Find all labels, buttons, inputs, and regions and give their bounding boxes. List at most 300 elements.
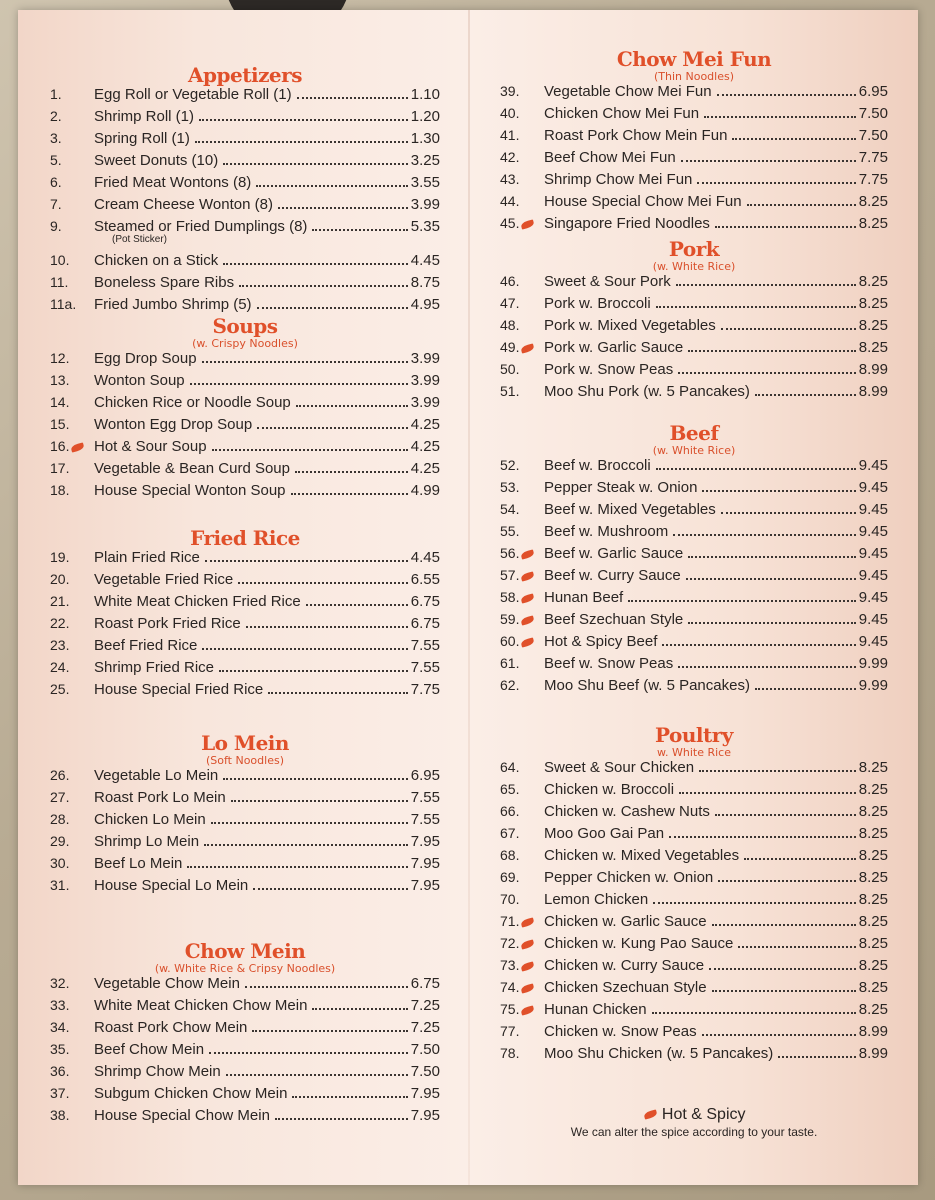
menu-item <box>500 317 888 339</box>
dot-leader <box>291 493 408 495</box>
item-number: 23. <box>50 637 70 653</box>
item-name: Beef Chow Mei Fun <box>544 149 676 166</box>
item-price: 6.75 <box>410 593 440 610</box>
spicy-legend-label: Hot & Spicy <box>661 1106 746 1123</box>
menu-item <box>500 273 888 295</box>
item-name: Fried Jumbo Shrimp (5) <box>94 296 252 313</box>
item-name: Chicken Chow Mei Fun <box>544 105 700 122</box>
item-number-wrap <box>50 350 94 366</box>
chili-pepper-icon <box>521 939 535 949</box>
section-title: Lo Mein <box>201 731 289 755</box>
item-number: 52. <box>500 457 520 473</box>
item-price: 8.25 <box>858 891 888 908</box>
menu-item <box>50 975 440 997</box>
item-number: 31. <box>50 877 70 893</box>
item-number-wrap <box>50 789 94 805</box>
item-name: White Meat Chicken Chow Mein <box>94 997 308 1014</box>
item-number: 30. <box>50 855 70 871</box>
dot-leader <box>656 468 856 470</box>
dot-leader <box>778 1056 856 1058</box>
dot-leader <box>204 844 408 846</box>
item-price: 7.50 <box>410 1063 440 1080</box>
dot-leader <box>755 688 856 690</box>
item-number: 9. <box>50 218 62 234</box>
dot-leader <box>295 471 408 473</box>
item-number: 59. <box>500 611 520 627</box>
item-number-wrap <box>500 869 544 885</box>
section-title: Pork <box>668 237 720 261</box>
item-price: 9.45 <box>858 545 888 562</box>
section-title: Appetizers <box>188 63 302 87</box>
item-number: 16. <box>50 438 70 454</box>
menu-item <box>500 567 888 589</box>
menu-item <box>50 1019 440 1041</box>
item-name: Vegetable Chow Mei Fun <box>544 83 712 100</box>
item-number: 13. <box>50 372 70 388</box>
item-name: Hot & Sour Soup <box>94 438 207 455</box>
item-number: 56. <box>500 545 520 561</box>
menu-item <box>500 825 888 847</box>
item-name: Pepper Steak w. Onion <box>544 479 698 496</box>
item-name: Shrimp Chow Mein <box>94 1063 221 1080</box>
item-price: 4.25 <box>410 438 440 455</box>
menu-item <box>500 105 888 127</box>
item-number-wrap <box>500 339 544 355</box>
dot-leader <box>747 204 856 206</box>
item-price: 8.25 <box>858 979 888 996</box>
item-number-wrap <box>500 825 544 841</box>
section-subtitle: w. White Rice <box>657 746 731 759</box>
item-number: 34. <box>50 1019 70 1035</box>
menu-item <box>50 659 440 681</box>
menu-item <box>50 593 440 615</box>
menu-item <box>500 935 888 957</box>
item-number: 29. <box>50 833 70 849</box>
dot-leader <box>678 666 856 668</box>
chili-pepper-icon <box>521 343 535 353</box>
item-number: 21. <box>50 593 70 609</box>
menu-item <box>500 501 888 523</box>
dot-leader <box>755 394 856 396</box>
menu-item <box>500 339 888 361</box>
item-number-wrap <box>500 105 544 121</box>
menu-item <box>500 149 888 171</box>
menu-item <box>50 350 440 372</box>
item-price: 9.99 <box>858 677 888 694</box>
item-number-wrap <box>50 416 94 432</box>
dot-leader <box>312 229 407 231</box>
item-name: Chicken w. Snow Peas <box>544 1023 697 1040</box>
chili-pepper-icon <box>521 961 535 971</box>
item-number: 66. <box>500 803 520 819</box>
item-name: Egg Roll or Vegetable Roll (1) <box>94 86 292 103</box>
item-number: 15. <box>50 416 70 432</box>
item-number-wrap <box>500 171 544 187</box>
menu-item <box>50 571 440 593</box>
dot-leader <box>256 185 408 187</box>
item-price: 8.99 <box>858 1023 888 1040</box>
item-price: 4.45 <box>410 549 440 566</box>
item-price: 8.25 <box>858 273 888 290</box>
dot-leader <box>715 814 856 816</box>
item-name: Chicken w. Cashew Nuts <box>544 803 710 820</box>
dot-leader <box>292 1096 407 1098</box>
section-title: Soups <box>212 314 278 338</box>
item-name: Egg Drop Soup <box>94 350 197 367</box>
dot-leader <box>656 306 856 308</box>
item-number-wrap <box>50 659 94 675</box>
menu-item <box>500 83 888 105</box>
section-subtitle: (w. Crispy Noodles) <box>192 337 298 350</box>
item-number-wrap <box>50 571 94 587</box>
section-fried-rice <box>18 527 468 703</box>
item-number-wrap <box>50 86 94 102</box>
chili-pepper-icon <box>521 1005 535 1015</box>
menu-item <box>500 361 888 383</box>
item-number: 38. <box>50 1107 70 1123</box>
dot-leader <box>257 427 408 429</box>
item-number-wrap <box>500 677 544 693</box>
menu-item <box>500 655 888 677</box>
item-number: 5. <box>50 152 62 168</box>
dot-leader <box>231 800 408 802</box>
item-number: 44. <box>500 193 520 209</box>
section-subtitle: (Thin Noodles) <box>653 70 735 83</box>
item-number-wrap <box>50 811 94 827</box>
item-number-wrap <box>500 193 544 209</box>
item-name: Pork w. Garlic Sauce <box>544 339 684 356</box>
spicy-legend-row <box>470 1106 918 1124</box>
item-name: Roast Pork Fried Rice <box>94 615 241 632</box>
chili-pepper-icon <box>644 1110 658 1120</box>
item-name: Boneless Spare Ribs <box>94 274 235 291</box>
item-name: Roast Pork Lo Mein <box>94 789 226 806</box>
item-price: 7.25 <box>410 997 440 1014</box>
item-name: Beef w. Broccoli <box>544 457 651 474</box>
chili-pepper-icon <box>71 442 85 452</box>
item-number: 74. <box>500 979 520 995</box>
item-price: 7.50 <box>858 127 888 144</box>
item-name: House Special Wonton Soup <box>94 482 286 499</box>
item-number-wrap <box>500 149 544 165</box>
item-name: Chicken w. Broccoli <box>544 781 675 798</box>
dot-leader <box>223 163 408 165</box>
item-number-wrap <box>500 215 544 231</box>
item-price: 5.35 <box>410 218 440 235</box>
item-price: 8.25 <box>858 215 888 232</box>
menu-item <box>50 86 440 108</box>
item-name: Moo Shu Pork (w. 5 Pancakes) <box>544 383 750 400</box>
item-number-wrap <box>50 252 94 268</box>
item-price: 7.75 <box>410 681 440 698</box>
item-name: Beef Szechuan Style <box>544 611 684 628</box>
item-price: 7.95 <box>410 877 440 894</box>
item-number-wrap <box>50 460 94 476</box>
item-name: Pork w. Snow Peas <box>544 361 674 378</box>
item-number: 28. <box>50 811 70 827</box>
dot-leader <box>190 383 408 385</box>
section-poultry <box>470 724 918 1067</box>
menu-item <box>50 416 440 438</box>
item-name: Roast Pork Chow Mein Fun <box>544 127 728 144</box>
item-price: 3.55 <box>410 174 440 191</box>
menu-item <box>500 1001 888 1023</box>
spice-note: We can alter the spice according to your taste. <box>570 1125 818 1139</box>
item-number-wrap <box>50 767 94 783</box>
item-number-wrap <box>50 152 94 168</box>
item-price: 8.25 <box>858 869 888 886</box>
item-number-wrap <box>50 438 94 454</box>
item-name: Singapore Fried Noodles <box>544 215 710 232</box>
item-name: Vegetable Chow Mein <box>94 975 240 992</box>
item-name: Beef Lo Mein <box>94 855 183 872</box>
item-price: 4.95 <box>410 296 440 313</box>
menu-item <box>50 877 440 899</box>
item-number: 49. <box>500 339 520 355</box>
menu-item <box>500 545 888 567</box>
item-number-wrap <box>50 1063 94 1079</box>
item-number: 37. <box>50 1085 70 1101</box>
item-price: 3.99 <box>410 394 440 411</box>
item-number: 11. <box>50 274 69 290</box>
item-price: 6.75 <box>410 975 440 992</box>
item-price: 9.45 <box>858 567 888 584</box>
item-price: 9.45 <box>858 457 888 474</box>
item-number-wrap <box>50 855 94 871</box>
section-subtitle: (w. White Rice) <box>652 260 736 273</box>
menu-item <box>500 1045 888 1067</box>
item-name: Plain Fried Rice <box>94 549 200 566</box>
menu-left-column <box>18 10 468 1185</box>
menu-item <box>50 196 440 218</box>
menu-item <box>50 1041 440 1063</box>
item-number: 12. <box>50 350 70 366</box>
section-subtitle: (w. White Rice & Cripsy Noodles) <box>154 962 336 975</box>
menu-item <box>500 803 888 825</box>
item-note: (Pot Sticker) <box>112 234 168 245</box>
dot-leader <box>681 160 856 162</box>
dot-leader <box>257 307 408 309</box>
item-number-wrap <box>50 218 94 234</box>
item-price: 9.45 <box>858 589 888 606</box>
dot-leader <box>688 556 856 558</box>
item-number: 19. <box>50 549 70 565</box>
dot-leader <box>704 116 856 118</box>
section-subtitle: (w. White Rice) <box>652 444 736 457</box>
item-price: 7.95 <box>410 1085 440 1102</box>
item-price: 3.99 <box>410 372 440 389</box>
item-number: 24. <box>50 659 70 675</box>
menu-item <box>500 193 888 215</box>
item-number-wrap <box>50 394 94 410</box>
item-name: Fried Meat Wontons (8) <box>94 174 252 191</box>
item-name: Vegetable Fried Rice <box>94 571 234 588</box>
item-number-wrap <box>500 1001 544 1017</box>
menu-item <box>500 457 888 479</box>
item-name: House Special Lo Mein <box>94 877 249 894</box>
menu-item <box>50 460 440 482</box>
item-number-wrap <box>500 273 544 289</box>
item-price: 7.75 <box>858 149 888 166</box>
item-number-wrap <box>50 372 94 388</box>
menu-item <box>50 615 440 637</box>
spicy-legend <box>470 1106 918 1140</box>
dot-leader <box>718 880 856 882</box>
item-number: 17. <box>50 460 70 476</box>
dot-leader <box>732 138 855 140</box>
item-number: 57. <box>500 567 520 583</box>
item-name: Shrimp Fried Rice <box>94 659 215 676</box>
item-price: 8.25 <box>858 781 888 798</box>
item-number-wrap <box>500 1045 544 1061</box>
menu-item <box>500 869 888 891</box>
item-name: Beef w. Curry Sauce <box>544 567 681 584</box>
dot-leader <box>226 1074 408 1076</box>
item-name: Chicken Lo Mein <box>94 811 206 828</box>
item-number-wrap <box>50 549 94 565</box>
dot-leader <box>202 361 408 363</box>
dot-leader <box>709 968 856 970</box>
item-number: 68. <box>500 847 520 863</box>
dot-leader <box>195 141 408 143</box>
dot-leader <box>223 778 408 780</box>
menu-item <box>50 274 440 296</box>
item-number-wrap <box>50 296 94 312</box>
item-name: Beef w. Garlic Sauce <box>544 545 684 562</box>
item-number: 46. <box>500 273 520 289</box>
chili-pepper-icon <box>521 917 535 927</box>
item-price: 4.25 <box>410 416 440 433</box>
dot-leader <box>721 512 856 514</box>
item-name: Beef w. Mixed Vegetables <box>544 501 716 518</box>
item-price: 9.45 <box>858 479 888 496</box>
item-number-wrap <box>500 83 544 99</box>
item-price: 7.95 <box>410 855 440 872</box>
menu-item <box>50 108 440 130</box>
item-number-wrap <box>50 1041 94 1057</box>
item-name: Pork w. Mixed Vegetables <box>544 317 716 334</box>
menu-item <box>50 1107 440 1129</box>
dot-leader <box>209 1052 408 1054</box>
item-number: 25. <box>50 681 70 697</box>
item-number: 73. <box>500 957 520 973</box>
item-number-wrap <box>50 975 94 991</box>
item-name: Beef Chow Mein <box>94 1041 205 1058</box>
dot-leader <box>238 582 408 584</box>
item-number-wrap <box>50 108 94 124</box>
item-name: Pork w. Broccoli <box>544 295 651 312</box>
item-name: Wonton Soup <box>94 372 185 389</box>
item-number-wrap <box>500 567 544 583</box>
item-number-wrap <box>500 979 544 995</box>
chili-pepper-icon <box>521 571 535 581</box>
chili-pepper-icon <box>521 593 535 603</box>
menu-item <box>50 637 440 659</box>
item-name: Shrimp Lo Mein <box>94 833 200 850</box>
item-price: 6.95 <box>858 83 888 100</box>
item-number: 26. <box>50 767 70 783</box>
item-price: 3.25 <box>410 152 440 169</box>
menu-item <box>50 681 440 703</box>
dot-leader <box>653 902 856 904</box>
item-number: 71. <box>500 913 520 929</box>
menu-item <box>500 295 888 317</box>
dot-leader <box>275 1118 408 1120</box>
menu-item <box>500 479 888 501</box>
item-number: 6. <box>50 174 62 190</box>
item-number-wrap <box>500 361 544 377</box>
item-price: 8.99 <box>858 1045 888 1062</box>
item-number: 43. <box>500 171 520 187</box>
item-number-wrap <box>500 633 544 649</box>
item-number-wrap <box>50 1085 94 1101</box>
item-name: Shrimp Chow Mei Fun <box>544 171 693 188</box>
item-number-wrap <box>500 317 544 333</box>
dot-leader <box>223 263 408 265</box>
item-number-wrap <box>500 501 544 517</box>
section-title: Chow Mei Fun <box>616 47 772 71</box>
item-number: 2. <box>50 108 62 124</box>
item-price: 8.25 <box>858 339 888 356</box>
item-price: 8.25 <box>858 957 888 974</box>
item-name: Moo Goo Gai Pan <box>544 825 665 842</box>
chili-pepper-icon <box>521 615 535 625</box>
menu-item <box>500 913 888 935</box>
item-price: 8.75 <box>410 274 440 291</box>
item-number-wrap <box>500 523 544 539</box>
item-price: 7.55 <box>410 811 440 828</box>
item-number: 77. <box>500 1023 520 1039</box>
menu-item <box>500 677 888 699</box>
dot-leader <box>676 284 856 286</box>
menu-item <box>50 482 440 504</box>
item-name: Sweet & Sour Pork <box>544 273 671 290</box>
menu-item <box>500 979 888 1001</box>
item-number: 48. <box>500 317 520 333</box>
menu-item <box>50 130 440 152</box>
item-name: Beef Fried Rice <box>94 637 198 654</box>
item-name: Chicken w. Kung Pao Sauce <box>544 935 734 952</box>
item-number: 22. <box>50 615 70 631</box>
dot-leader <box>702 1034 856 1036</box>
item-name: Roast Pork Chow Mein <box>94 1019 248 1036</box>
item-number-wrap <box>500 935 544 951</box>
item-number-wrap <box>500 655 544 671</box>
item-number: 27. <box>50 789 70 805</box>
item-number: 32. <box>50 975 70 991</box>
item-name: Steamed or Fried Dumplings (8) <box>94 218 308 235</box>
menu-item <box>500 759 888 781</box>
item-number: 41. <box>500 127 520 143</box>
item-price: 7.95 <box>410 833 440 850</box>
menu-item <box>50 811 440 833</box>
item-number-wrap <box>500 957 544 973</box>
item-number-wrap <box>500 759 544 775</box>
item-number: 50. <box>500 361 520 377</box>
item-number-wrap <box>500 847 544 863</box>
item-price: 8.99 <box>858 383 888 400</box>
dot-leader <box>187 866 407 868</box>
item-name: Chicken Szechuan Style <box>544 979 707 996</box>
section-appetizers <box>18 64 468 318</box>
item-number-wrap <box>500 383 544 399</box>
dot-leader <box>669 836 856 838</box>
section-title: Poultry <box>655 723 733 747</box>
item-number: 75. <box>500 1001 520 1017</box>
item-name: House Special Chow Mein <box>94 1107 270 1124</box>
item-number: 51. <box>500 383 520 399</box>
item-number: 65. <box>500 781 520 797</box>
